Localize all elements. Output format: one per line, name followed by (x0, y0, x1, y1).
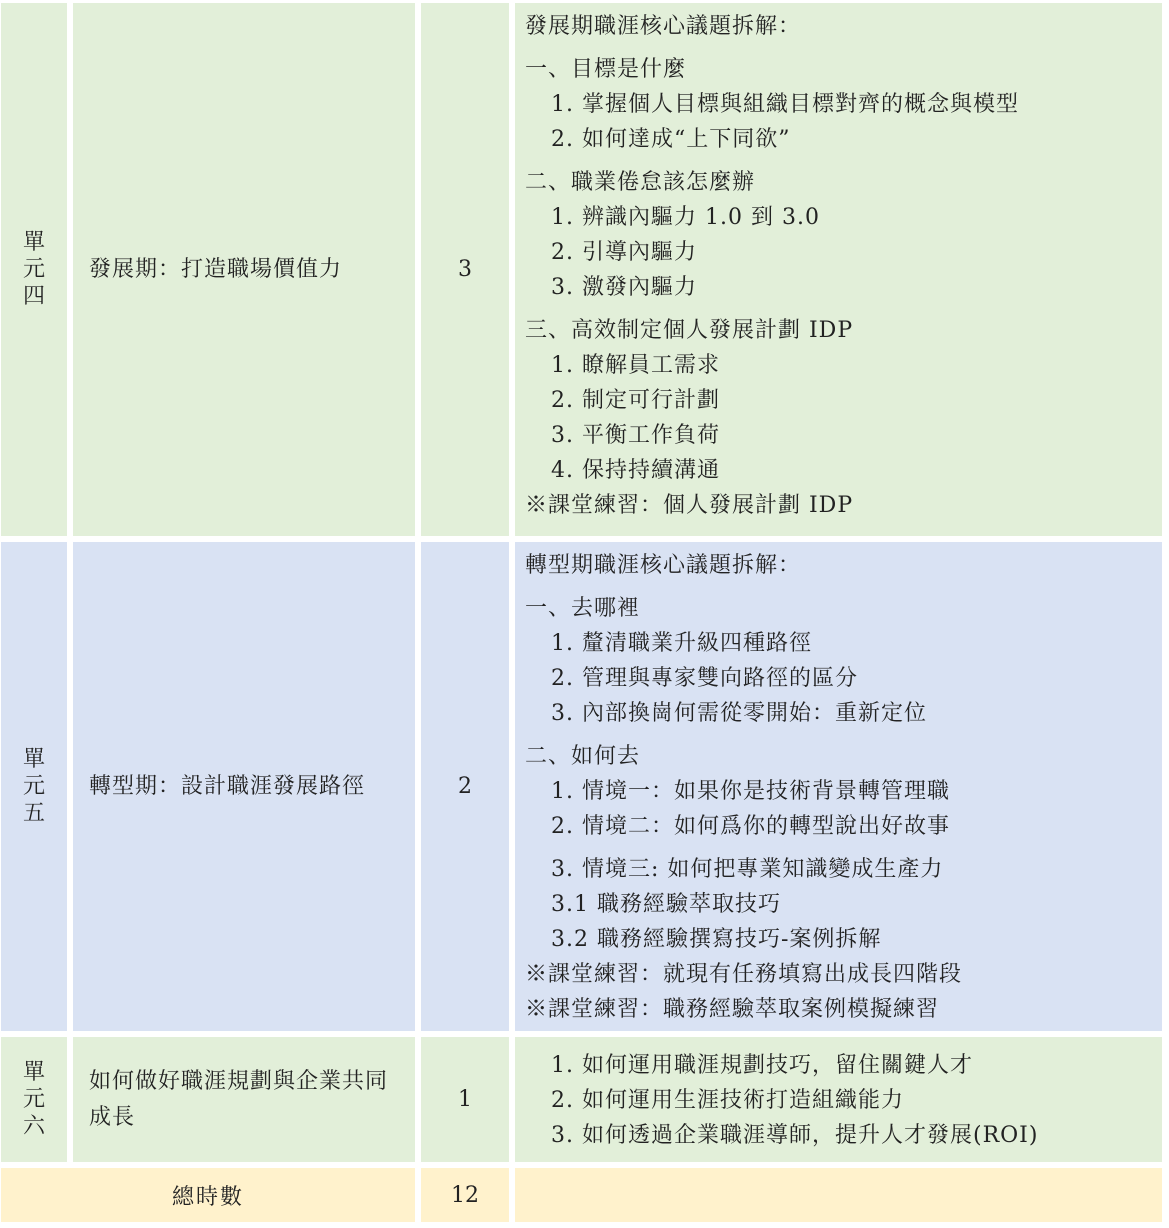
unit-content (515, 3, 1162, 536)
content-note: ※課堂練習：就現有任務填寫出成長四階段 (525, 962, 963, 987)
content-item: 3.2 職務經驗撰寫技巧-案例拆解 (551, 927, 882, 952)
unit-char: 元 (22, 257, 45, 282)
unit-name: 如何做好職涯規劃與企業共同成長 (73, 1037, 415, 1162)
content-item: 3. 激發內驅力 (551, 275, 697, 300)
unit-content (515, 1037, 1162, 1162)
unit-char: 六 (22, 1114, 45, 1139)
content-item: 1. 如何運用職涯規劃技巧，留住關鍵人才 (551, 1053, 973, 1078)
content-title: 發展期職涯核心議題拆解： (525, 14, 802, 39)
content-note: ※課堂練習：職務經驗萃取案例模擬練習 (525, 997, 940, 1022)
unit-label-cell (1, 1037, 67, 1162)
unit-char: 元 (22, 774, 45, 799)
content-section: 二、如何去 (525, 744, 641, 769)
content-item: 1. 掌握個人目標與組織目標對齊的概念與模型 (551, 92, 1019, 117)
total-content (515, 1168, 1162, 1222)
content-item: 3. 如何透過企業職涯導師，提升人才發展(ROI) (551, 1123, 1039, 1148)
content-item: 2. 如何達成“上下同欲” (551, 127, 791, 152)
unit-char: 單 (22, 230, 45, 255)
content-section: 一、去哪裡 (525, 596, 641, 621)
content-item: 3. 平衡工作負荷 (551, 423, 720, 448)
content-item: 1. 辨識內驅力 1.0 到 3.0 (551, 205, 820, 230)
total-label: 總時數 (1, 1168, 415, 1222)
unit-hours: 2 (421, 542, 509, 1031)
content-title: 轉型期職涯核心議題拆解： (525, 553, 802, 578)
unit-name: 發展期：打造職場價值力 (73, 3, 415, 536)
content-item: 2. 引導內驅力 (551, 240, 697, 265)
unit-row-5 (1, 542, 1162, 1031)
content-item: 1. 釐清職業升級四種路徑 (551, 631, 812, 656)
unit-label-cell (1, 3, 67, 536)
content-item: 2. 制定可行計劃 (551, 388, 720, 413)
unit-label-cell (1, 542, 67, 1031)
content-item: 1. 情境一：如果你是技術背景轉管理職 (551, 779, 950, 804)
content-item: 4. 保持持續溝通 (551, 458, 720, 483)
content-item: 3. 情境三: 如何把專業知識變成生產力 (551, 857, 944, 882)
unit-hours: 3 (421, 3, 509, 536)
total-hours: 12 (421, 1168, 509, 1222)
content-item: 2. 情境二：如何爲你的轉型說出好故事 (551, 814, 950, 839)
unit-hours: 1 (421, 1037, 509, 1162)
unit-char: 元 (22, 1087, 45, 1112)
content-item: 3.1 職務經驗萃取技巧 (551, 892, 781, 917)
content-item: 1. 瞭解員工需求 (551, 353, 720, 378)
unit-row-4 (1, 3, 1162, 536)
unit-char: 單 (22, 1060, 45, 1085)
content-section: 二、職業倦怠該怎麼辦 (525, 170, 756, 195)
content-item: 2. 如何運用生涯技術打造組織能力 (551, 1088, 904, 1113)
unit-char: 單 (22, 747, 45, 772)
unit-char: 五 (22, 801, 45, 826)
content-item: 2. 管理與專家雙向路徑的區分 (551, 666, 858, 691)
content-section: 三、高效制定個人發展計劃 IDP (525, 318, 854, 343)
content-section: 一、目標是什麼 (525, 57, 687, 82)
unit-row-6 (1, 1037, 1162, 1162)
content-item: 3. 內部換崗何需從零開始：重新定位 (551, 701, 927, 726)
unit-content (515, 542, 1162, 1031)
total-row (1, 1168, 1162, 1222)
content-note: ※課堂練習：個人發展計劃 IDP (525, 493, 854, 518)
unit-char: 四 (22, 284, 45, 309)
unit-name: 轉型期：設計職涯發展路徑 (73, 542, 415, 1031)
